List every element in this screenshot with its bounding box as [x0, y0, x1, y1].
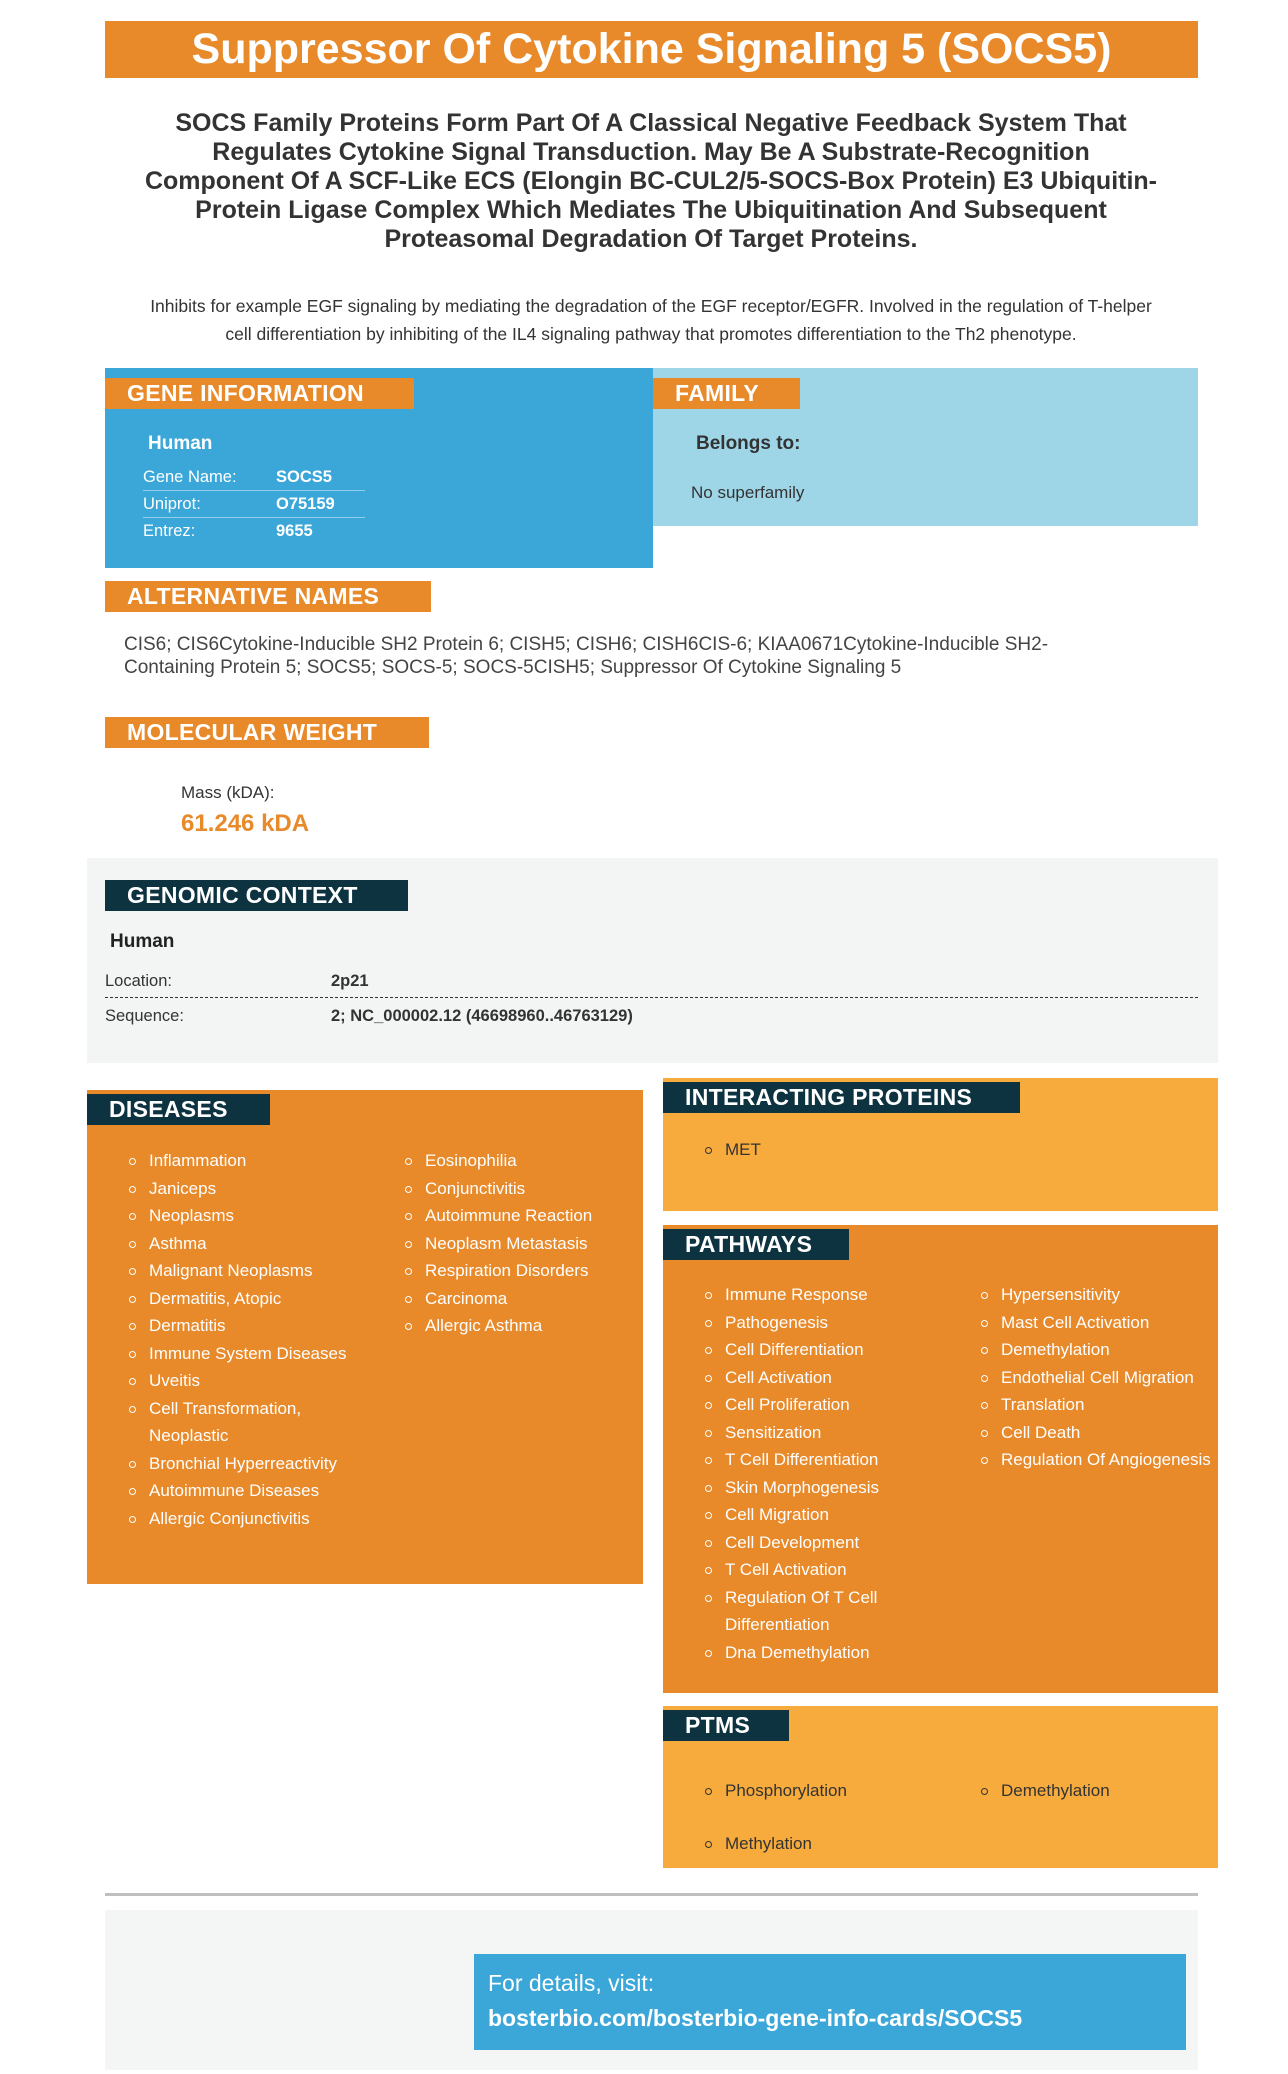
genomic-context-heading: GENOMIC CONTEXT: [105, 880, 408, 911]
pathway-item: Regulation Of Angiogenesis: [971, 1446, 1211, 1474]
sequence-label: Sequence:: [105, 1007, 184, 1025]
disease-item: Uveitis: [119, 1367, 379, 1395]
disease-item: Allergic Conjunctivitis: [119, 1505, 379, 1533]
disease-item: Autoimmune Reaction: [395, 1202, 635, 1230]
disease-item: Bronchial Hyperreactivity: [119, 1450, 379, 1478]
disease-item: Asthma: [119, 1230, 379, 1258]
family-value: No superfamily: [691, 483, 805, 502]
diseases-list-col1: [119, 1147, 379, 1532]
pathway-item: Cell Differentiation: [695, 1336, 925, 1364]
pathway-item: T Cell Differentiation: [695, 1446, 925, 1474]
pathways-panel: [663, 1225, 1218, 1693]
pathway-item: Sensitization: [695, 1419, 925, 1447]
pathway-item: Skin Morphogenesis: [695, 1474, 925, 1502]
interacting-proteins-list: [695, 1136, 995, 1164]
details-url-link[interactable]: bosterbio.com/bosterbio-gene-info-cards/SOCS5: [488, 2005, 1023, 2031]
belongs-to-label: Belongs to:: [696, 433, 801, 454]
details-link-box[interactable]: [474, 1954, 1186, 2050]
gene-name-row: [143, 464, 365, 491]
pathway-item: Regulation Of T Cell Differentiation: [695, 1584, 925, 1639]
diseases-panel: [87, 1090, 643, 1584]
pathway-item: Cell Activation: [695, 1364, 925, 1392]
pathway-item: T Cell Activation: [695, 1556, 925, 1584]
pathway-item: Demethylation: [971, 1336, 1211, 1364]
gene-name-value: SOCS5: [276, 468, 332, 486]
pathway-item: Hypersensitivity: [971, 1281, 1211, 1309]
ptms-heading: PTMS: [663, 1710, 789, 1741]
disease-item: Dermatitis: [119, 1312, 379, 1340]
protein-summary: SOCS Family Proteins Form Part Of A Classical Negative Feedback System That Regulates Cytokine Signal Transduction. May Be A Substrate-Recognition Component Of A SCF-Like ECS (Elongin BC-CUL2/5-SOCS-Box Protein) E3 Ubiquitin-Protein Ligase Complex Which Mediates The Ubiquitination And Subsequent Proteasomal Degradation Of Target Proteins.: [144, 109, 1158, 253]
disease-item: Malignant Neoplasms: [119, 1257, 379, 1285]
ptm-item: Demethylation: [971, 1764, 1211, 1817]
ptm-item: Phosphorylation: [695, 1764, 955, 1817]
diseases-list-col2: [395, 1147, 635, 1340]
disease-item: Dermatitis, Atopic: [119, 1285, 379, 1313]
disease-item: Allergic Asthma: [395, 1312, 635, 1340]
ptms-list-col1: [695, 1764, 955, 1870]
pathway-item: Translation: [971, 1391, 1211, 1419]
pathway-item: Immune Response: [695, 1281, 925, 1309]
pathway-item: Pathogenesis: [695, 1309, 925, 1337]
mass-label: Mass (kDA):: [181, 783, 275, 802]
ptms-list-col2: [971, 1764, 1211, 1817]
pathway-item: Dna Demethylation: [695, 1639, 925, 1667]
disease-item: Inflammation: [119, 1147, 379, 1175]
diseases-heading: DISEASES: [87, 1094, 270, 1125]
molecular-weight-heading: MOLECULAR WEIGHT: [105, 717, 429, 748]
disease-item: Eosinophilia: [395, 1147, 635, 1175]
disease-item: Conjunctivitis: [395, 1175, 635, 1203]
pathway-item: Cell Development: [695, 1529, 925, 1557]
uniprot-value: O75159: [276, 495, 335, 513]
page-title: Suppressor Of Cytokine Signaling 5 (SOCS5): [105, 21, 1198, 78]
disease-item: Respiration Disorders: [395, 1257, 635, 1285]
genomic-species: Human: [110, 931, 175, 952]
entrez-row: [143, 518, 365, 545]
genomic-context-panel: [87, 858, 1218, 1063]
pathways-list-col1: [695, 1281, 925, 1666]
footer-divider: [105, 1893, 1198, 1896]
interacting-proteins-heading: INTERACTING PROTEINS: [663, 1082, 1020, 1113]
pathway-item: Cell Death: [971, 1419, 1211, 1447]
entrez-value: 9655: [276, 522, 313, 540]
entrez-label: Entrez:: [143, 522, 196, 540]
location-row: [105, 964, 1198, 998]
pathway-item: Endothelial Cell Migration: [971, 1364, 1211, 1392]
family-heading: FAMILY: [653, 378, 800, 409]
disease-item: Cell Transformation, Neoplastic: [119, 1395, 379, 1450]
pathway-item: Mast Cell Activation: [971, 1309, 1211, 1337]
mass-value: 61.246 kDA: [181, 810, 310, 837]
ptm-item: Methylation: [695, 1817, 955, 1870]
sequence-row: [105, 999, 1198, 1033]
gene-name-label: Gene Name:: [143, 468, 237, 486]
gene-information-panel: [105, 368, 653, 568]
disease-item: Neoplasm Metastasis: [395, 1230, 635, 1258]
pathway-item: Cell Migration: [695, 1501, 925, 1529]
pathways-list-col2: [971, 1281, 1211, 1474]
alternative-names-heading: ALTERNATIVE NAMES: [105, 581, 431, 612]
pathways-heading: PATHWAYS: [663, 1229, 849, 1260]
gene-information-heading: GENE INFORMATION: [105, 378, 414, 409]
sequence-value: 2; NC_000002.12 (46698960..46763129): [331, 1007, 633, 1025]
gene-species: Human: [148, 433, 213, 454]
location-label: Location:: [105, 972, 172, 990]
uniprot-label: Uniprot:: [143, 495, 201, 513]
interacting-proteins-panel: [663, 1078, 1218, 1211]
disease-item: Immune System Diseases: [119, 1340, 379, 1368]
family-panel: [653, 368, 1198, 526]
ptms-panel: [663, 1706, 1218, 1868]
location-value: 2p21: [331, 972, 369, 990]
disease-item: Janiceps: [119, 1175, 379, 1203]
disease-item: Carcinoma: [395, 1285, 635, 1313]
interacting-protein-item: MET: [695, 1136, 995, 1164]
alternative-names-text: CIS6; CIS6Cytokine-Inducible SH2 Protein 6; CISH5; CISH6; CISH6CIS-6; KIAA0671Cytokine-Inducible SH2-Containing Protein 5; SOCS5; SOCS-5; SOCS-5CISH5; Suppressor Of Cytokine Signaling 5: [124, 634, 1049, 678]
protein-description: Inhibits for example EGF signaling by mediating the degradation of the EGF receptor/EGFR. Involved in the regulation of T-helper cell differentiation by inhibiting of the IL4 signaling pathway that promotes differentiation to the Th2 phenotype.: [150, 296, 1152, 344]
uniprot-row: [143, 491, 365, 518]
details-label: For details, visit:: [488, 1970, 655, 1996]
pathway-item: Cell Proliferation: [695, 1391, 925, 1419]
disease-item: Neoplasms: [119, 1202, 379, 1230]
disease-item: Autoimmune Diseases: [119, 1477, 379, 1505]
